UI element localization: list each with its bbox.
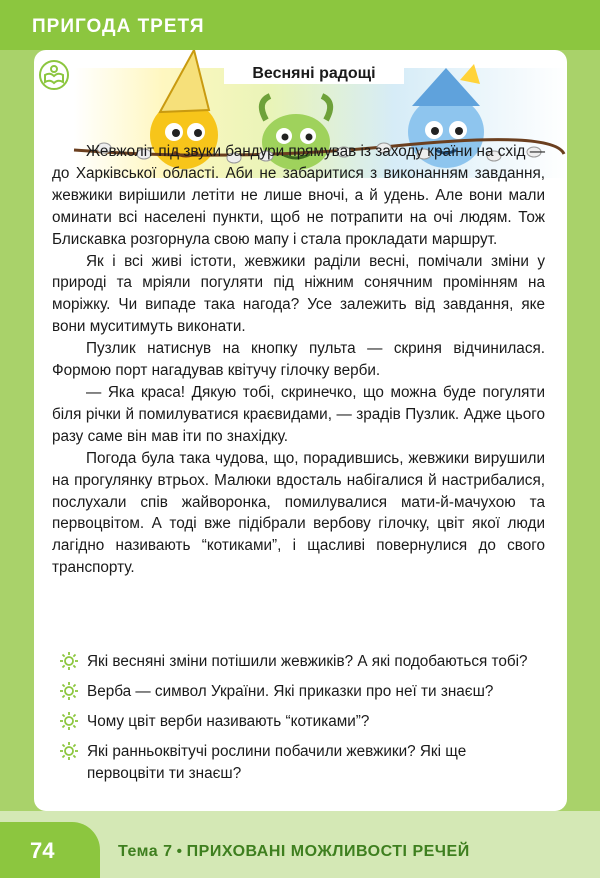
question-item — [60, 741, 546, 785]
reading-book-icon — [38, 59, 70, 91]
sun-bullet-icon — [60, 682, 78, 700]
topic-separator: • — [176, 843, 183, 860]
story-text — [52, 141, 545, 579]
story-title: Весняні радощі — [224, 64, 404, 84]
topic-name: ПРИХОВАНІ МОЖЛИВОСТІ РЕЧЕЙ — [186, 843, 470, 860]
page-number: 74 — [30, 838, 55, 863]
question-item — [60, 711, 546, 733]
chapter-title: ПРИГОДА ТРЕТЯ — [32, 16, 205, 37]
question-item — [60, 681, 546, 703]
story-paragraph: Пузлик натиснув на кнопку пульта — скриня відчинилася. Формою порт нагадував квітучу гілочку верби. — [52, 340, 545, 380]
sun-bullet-icon — [60, 652, 78, 670]
sun-bullet-icon — [60, 742, 78, 760]
questions-list — [60, 651, 546, 793]
story-paragraph: Жевжоліт під звуки бандури прямував із заходу країни на схід — до Харківської області. Аби не забаритися з виконанням завдання, жевжики вирішили летіти не лише вночі, а й удень. Але вони мали оминати всі населені пункти, щоб не потрапити на очі людям. Тож Блискавка розгорнула свою мапу і стала прокладати маршрут. — [52, 143, 545, 248]
topic-label: Тема 7 — [118, 843, 173, 860]
story-paragraph: Погода була така чудова, що, порадившись, жевжики вирушили на прогулянку втрьох. Малюки вдосталь набігалися й настрибалися, послухали спів жайворонка, помилувалися мати-й-мачухою та первоцвітом. А тоді вже підібрали вербову гілочку, цвіт якої люди лагідно називають “котиками”, і щасливі повернулися до свого транспорту. — [52, 449, 545, 577]
question-text: Чому цвіт верби називають “котиками”? — [87, 712, 370, 730]
chapter-header — [0, 0, 600, 50]
question-item — [60, 651, 546, 673]
question-text: Які ранньоквітучі рослини побачили жевжики? Які ще первоцвіти ти знаєш? — [87, 742, 467, 782]
question-text: Які весняні зміни потішили жевжиків? А які подобаються тобі? — [87, 653, 528, 670]
story-paragraph: Як і всі живі істоти, жевжики раділи весні, помічали зміни у природі та мріяли погуляти під ніжним сонячним промінням на моріжку. Чи випаде така нагода? Усе залежить від завдання, яке вони муситимуть виконати. — [52, 252, 545, 336]
story-paragraph: — Яка краса! Дякую тобі, скринечко, що можна буде погуляти біля річки й помилуватися краєвидами, — зрадів Пузлик. Адже цього разу саме він мав іти по знахідку. — [52, 383, 545, 445]
topic-line — [118, 843, 470, 861]
question-text: Верба — символ України. Які приказки про неї ти знаєш? — [87, 682, 494, 700]
sun-bullet-icon — [60, 712, 78, 730]
